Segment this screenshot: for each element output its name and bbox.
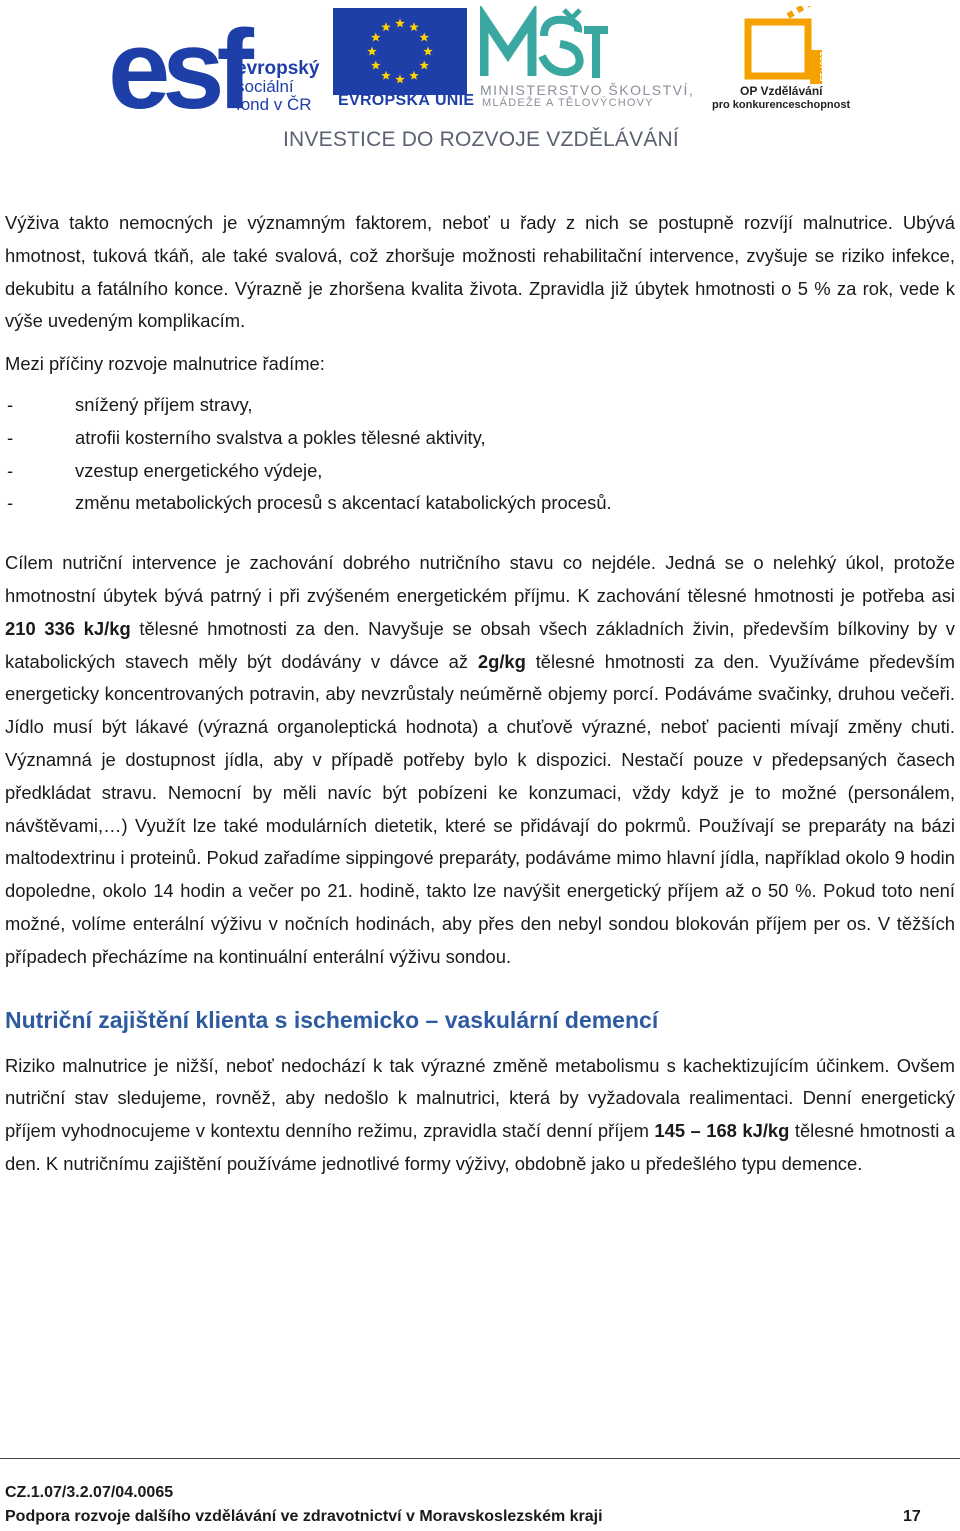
energy-value: 145 – 168 kJ/kg [654, 1120, 790, 1142]
list-item-text: atrofii kosterního svalstva a pokles tělesné aktivity, [75, 426, 486, 448]
eu-star-icon [371, 61, 381, 70]
op-years-label: 2007-13 [818, 52, 827, 82]
logo-header [0, 0, 960, 160]
eu-star-icon [395, 75, 405, 84]
energy-value: 210 336 kJ/kg [5, 617, 131, 639]
eu-label: EVROPSKÁ UNIE [338, 92, 475, 109]
eu-star-icon [381, 71, 391, 80]
investice-banner: INVESTICE DO ROZVOJE VZDĚLÁVÁNÍ [283, 128, 679, 151]
protein-value: 2g/kg [477, 650, 526, 672]
list-item-text: snížený příjem stravy, [75, 393, 253, 415]
text-run: Riziko malnutrice je nižší, neboť nedochází k tak výrazné změně metabolismu s kachektizujícím účinkem. Ovšem nutriční stav sledujeme, rovněž, aby nedošlo k malnutrici, která by vyžadovala realimentaci. Denní energetický příjem vyhodnocujeme v kontextu denního režimu, zpravidla stačí denní příjem [5, 1054, 955, 1142]
eu-star-icon [381, 22, 391, 31]
msmt-name-line-2: MLÁDEŽE A TĚLOVÝCHOVY [482, 97, 654, 109]
causes-list [5, 389, 955, 520]
eu-star-icon [423, 47, 433, 56]
paragraph-intro: Výživa takto nemocných je významným faktorem, neboť u řady z nich se postupně rozvíjí malnutrice. Ubývá hmotnost, tuková tkáň, ale také svalová, což zhoršuje možnosti rehabilitační intervence, zvyšuje se riziko infekce, dekubitu a fatálního konce. Výrazně je zhoršena kvalita života. Zpravidla již úbytek hmotnosti o 5 % za rok, vede k výše uvedeným komplikacím. [5, 212, 955, 332]
list-item [5, 422, 955, 455]
esf-logo [108, 8, 330, 112]
paragraph-vascular [5, 1050, 955, 1181]
msmt-logo [480, 6, 610, 82]
list-item [5, 455, 955, 488]
text-run: Cílem nutriční intervence je zachování dobrého nutričního stavu co nejdéle. Jedná se o nelehký úkol, protože hmotnostní úbytek bývá patrný i při zvýšeném energetickém příjmu. K zachování tělesné hmotnosti je potřeba asi [5, 552, 955, 606]
text-run: tělesné hmotnosti za den. Navyšuje se obsah všech základních živin, především bílkoviny by v katabolických stavech měly být dodávány v dávce až [5, 617, 955, 672]
eu-star-icon [419, 61, 429, 70]
footer-project-code: CZ.1.07/3.2.07/04.0065 [5, 1484, 174, 1501]
footer-project-title: Podpora rozvoje dalšího vzdělávání ve zdravotnictví v Moravskoslezském kraji [5, 1508, 603, 1525]
text-run: tělesné hmotnosti a den. K nutričnímu zajištění používáme jednotlivé formy výživy, obdobně jako u předešlého typu demence. [5, 1120, 955, 1174]
footer-divider [0, 1458, 960, 1459]
paragraph-intervention [5, 547, 955, 973]
eu-star-icon [395, 19, 405, 28]
page-number: 17 [903, 1508, 921, 1525]
eu-star-icon [371, 33, 381, 42]
op-name-line-2: pro konkurenceschopnost [712, 99, 851, 111]
op-name-line-1: OP Vzdělávání [740, 84, 823, 98]
list-dash: - [7, 426, 14, 448]
document-body [5, 207, 955, 1181]
list-item-text: změnu metabolických procesů s akcentací katabolických procesů. [75, 492, 612, 514]
esf-logo-line-1: evropský [236, 58, 320, 79]
causes-lead: Mezi příčiny rozvoje malnutrice řadíme: [5, 353, 325, 375]
esf-logo-line-3: fond v ČR [236, 95, 312, 112]
op-vzdelavani-logo [712, 6, 852, 84]
svg-text:esf: esf [108, 8, 246, 112]
msmt-name-line-1: MINISTERSTVO ŠKOLSTVÍ, [480, 82, 695, 98]
list-item [5, 487, 955, 520]
list-item [5, 389, 955, 422]
list-dash: - [7, 459, 14, 481]
eu-star-icon [409, 71, 419, 80]
list-dash: - [7, 393, 14, 415]
eu-star-icon [367, 47, 377, 56]
eu-star-icon [419, 33, 429, 42]
eu-flag-icon [333, 8, 467, 95]
esf-logo-line-2: sociální [236, 77, 294, 96]
list-item-text: vzestup energetického výdeje, [75, 459, 323, 481]
list-dash: - [7, 492, 14, 514]
eu-star-icon [409, 22, 419, 31]
section-heading: Nutriční zajištění klienta s ischemicko – vaskulární demencí [5, 1006, 659, 1033]
text-run: tělesné hmotnosti za den. Využíváme především energeticky koncentrovaných potravin, aby nevzrůstaly neúměrně objemy porcí. Podáváme svačinky, druhou večeři. Jídlo musí být lákavé (výrazná organoleptická hodnota) a chuťově výrazné, neboť pacienti mívají změny chuti. Významná je dostupnost jídla, aby v případě potřeby bylo k dispozici. Nestačí pouze v předepsaných časech předkládat stravu. Nemocní by měli navíc být pobízeni ke konzumaci, vždy když je to možné (personálem, návštěvami,…) Využít lze také modulárních dietetik, které se přidávají do pokrmů. Používají se preparáty na bázi maltodextrinu i proteinů. Pokud zařadíme sippingové preparáty, podáváme mimo hlavní jídla, například okolo 9 hodin dopoledne, okolo 14 hodin a večer po 21. hodině, takto lze navýšit energetický příjem až o 50 %. Pokud toto není možné, volíme enterální výživu v nočních hodinách, aby přes den nebyl sondou blokován příjem per os. V těžších případech přecházíme na kontinuální enterální výživu sondou. [5, 650, 955, 967]
